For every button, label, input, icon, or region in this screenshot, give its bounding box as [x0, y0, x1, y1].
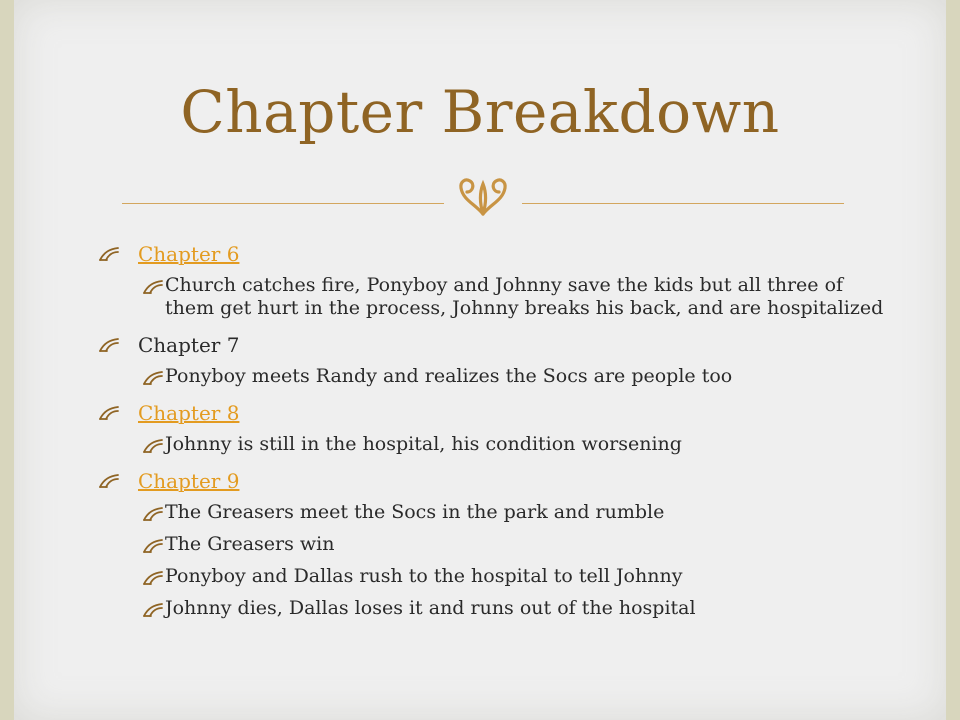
chapter-item — [98, 399, 898, 427]
chapter-detail-text: Johnny dies, Dallas loses it and runs out of the hospital — [165, 597, 696, 619]
quill-flourish-icon — [142, 602, 164, 618]
slide-title: Chapter Breakdown — [180, 78, 780, 146]
chapter-detail-text: The Greasers meet the Socs in the park and rumble — [165, 501, 665, 523]
chapter-detail — [98, 365, 898, 388]
divider-line-left — [122, 203, 444, 204]
quill-flourish-icon — [142, 370, 164, 386]
chapter-label: Chapter 7 — [138, 333, 240, 357]
quill-flourish-icon — [142, 538, 164, 554]
slide — [14, 0, 946, 720]
chapter-detail — [98, 533, 898, 556]
quill-flourish-icon — [142, 570, 164, 586]
chapter-item — [98, 331, 898, 359]
quill-flourish-icon — [98, 405, 120, 421]
title-divider — [122, 170, 844, 226]
quill-flourish-icon — [98, 473, 120, 489]
chapter-item — [98, 467, 898, 495]
chapter-detail — [98, 565, 898, 588]
quill-flourish-icon — [142, 279, 164, 295]
chapter-detail-text: Church catches fire, Ponyboy and Johnny save the kids but all three of them get hurt in the process, Johnny breaks his back, and are hospitalized — [165, 274, 884, 319]
chapter-detail-text: Ponyboy and Dallas rush to the hospital to tell Johnny — [165, 565, 683, 587]
divider-line-right — [522, 203, 844, 204]
quill-flourish-icon — [98, 337, 120, 353]
bullet-list — [98, 240, 898, 620]
chapter-detail — [98, 501, 898, 524]
chapter-label-link[interactable]: Chapter 6 — [138, 242, 240, 266]
chapter-detail-text: Johnny is still in the hospital, his condition worsening — [165, 433, 682, 455]
chapter-detail-text: Ponyboy meets Randy and realizes the Socs are people too — [165, 365, 733, 387]
chapter-label-link[interactable]: Chapter 9 — [138, 469, 240, 493]
quill-flourish-icon — [142, 438, 164, 454]
chapter-item — [98, 240, 898, 268]
chapter-label-link[interactable]: Chapter 8 — [138, 401, 240, 425]
chapter-detail — [98, 274, 898, 320]
chapter-detail — [98, 433, 898, 456]
chapter-detail — [98, 597, 898, 620]
quill-flourish-icon — [98, 246, 120, 262]
ornamental-flourish-icon — [453, 174, 513, 222]
chapter-detail-text: The Greasers win — [165, 533, 335, 555]
quill-flourish-icon — [142, 506, 164, 522]
